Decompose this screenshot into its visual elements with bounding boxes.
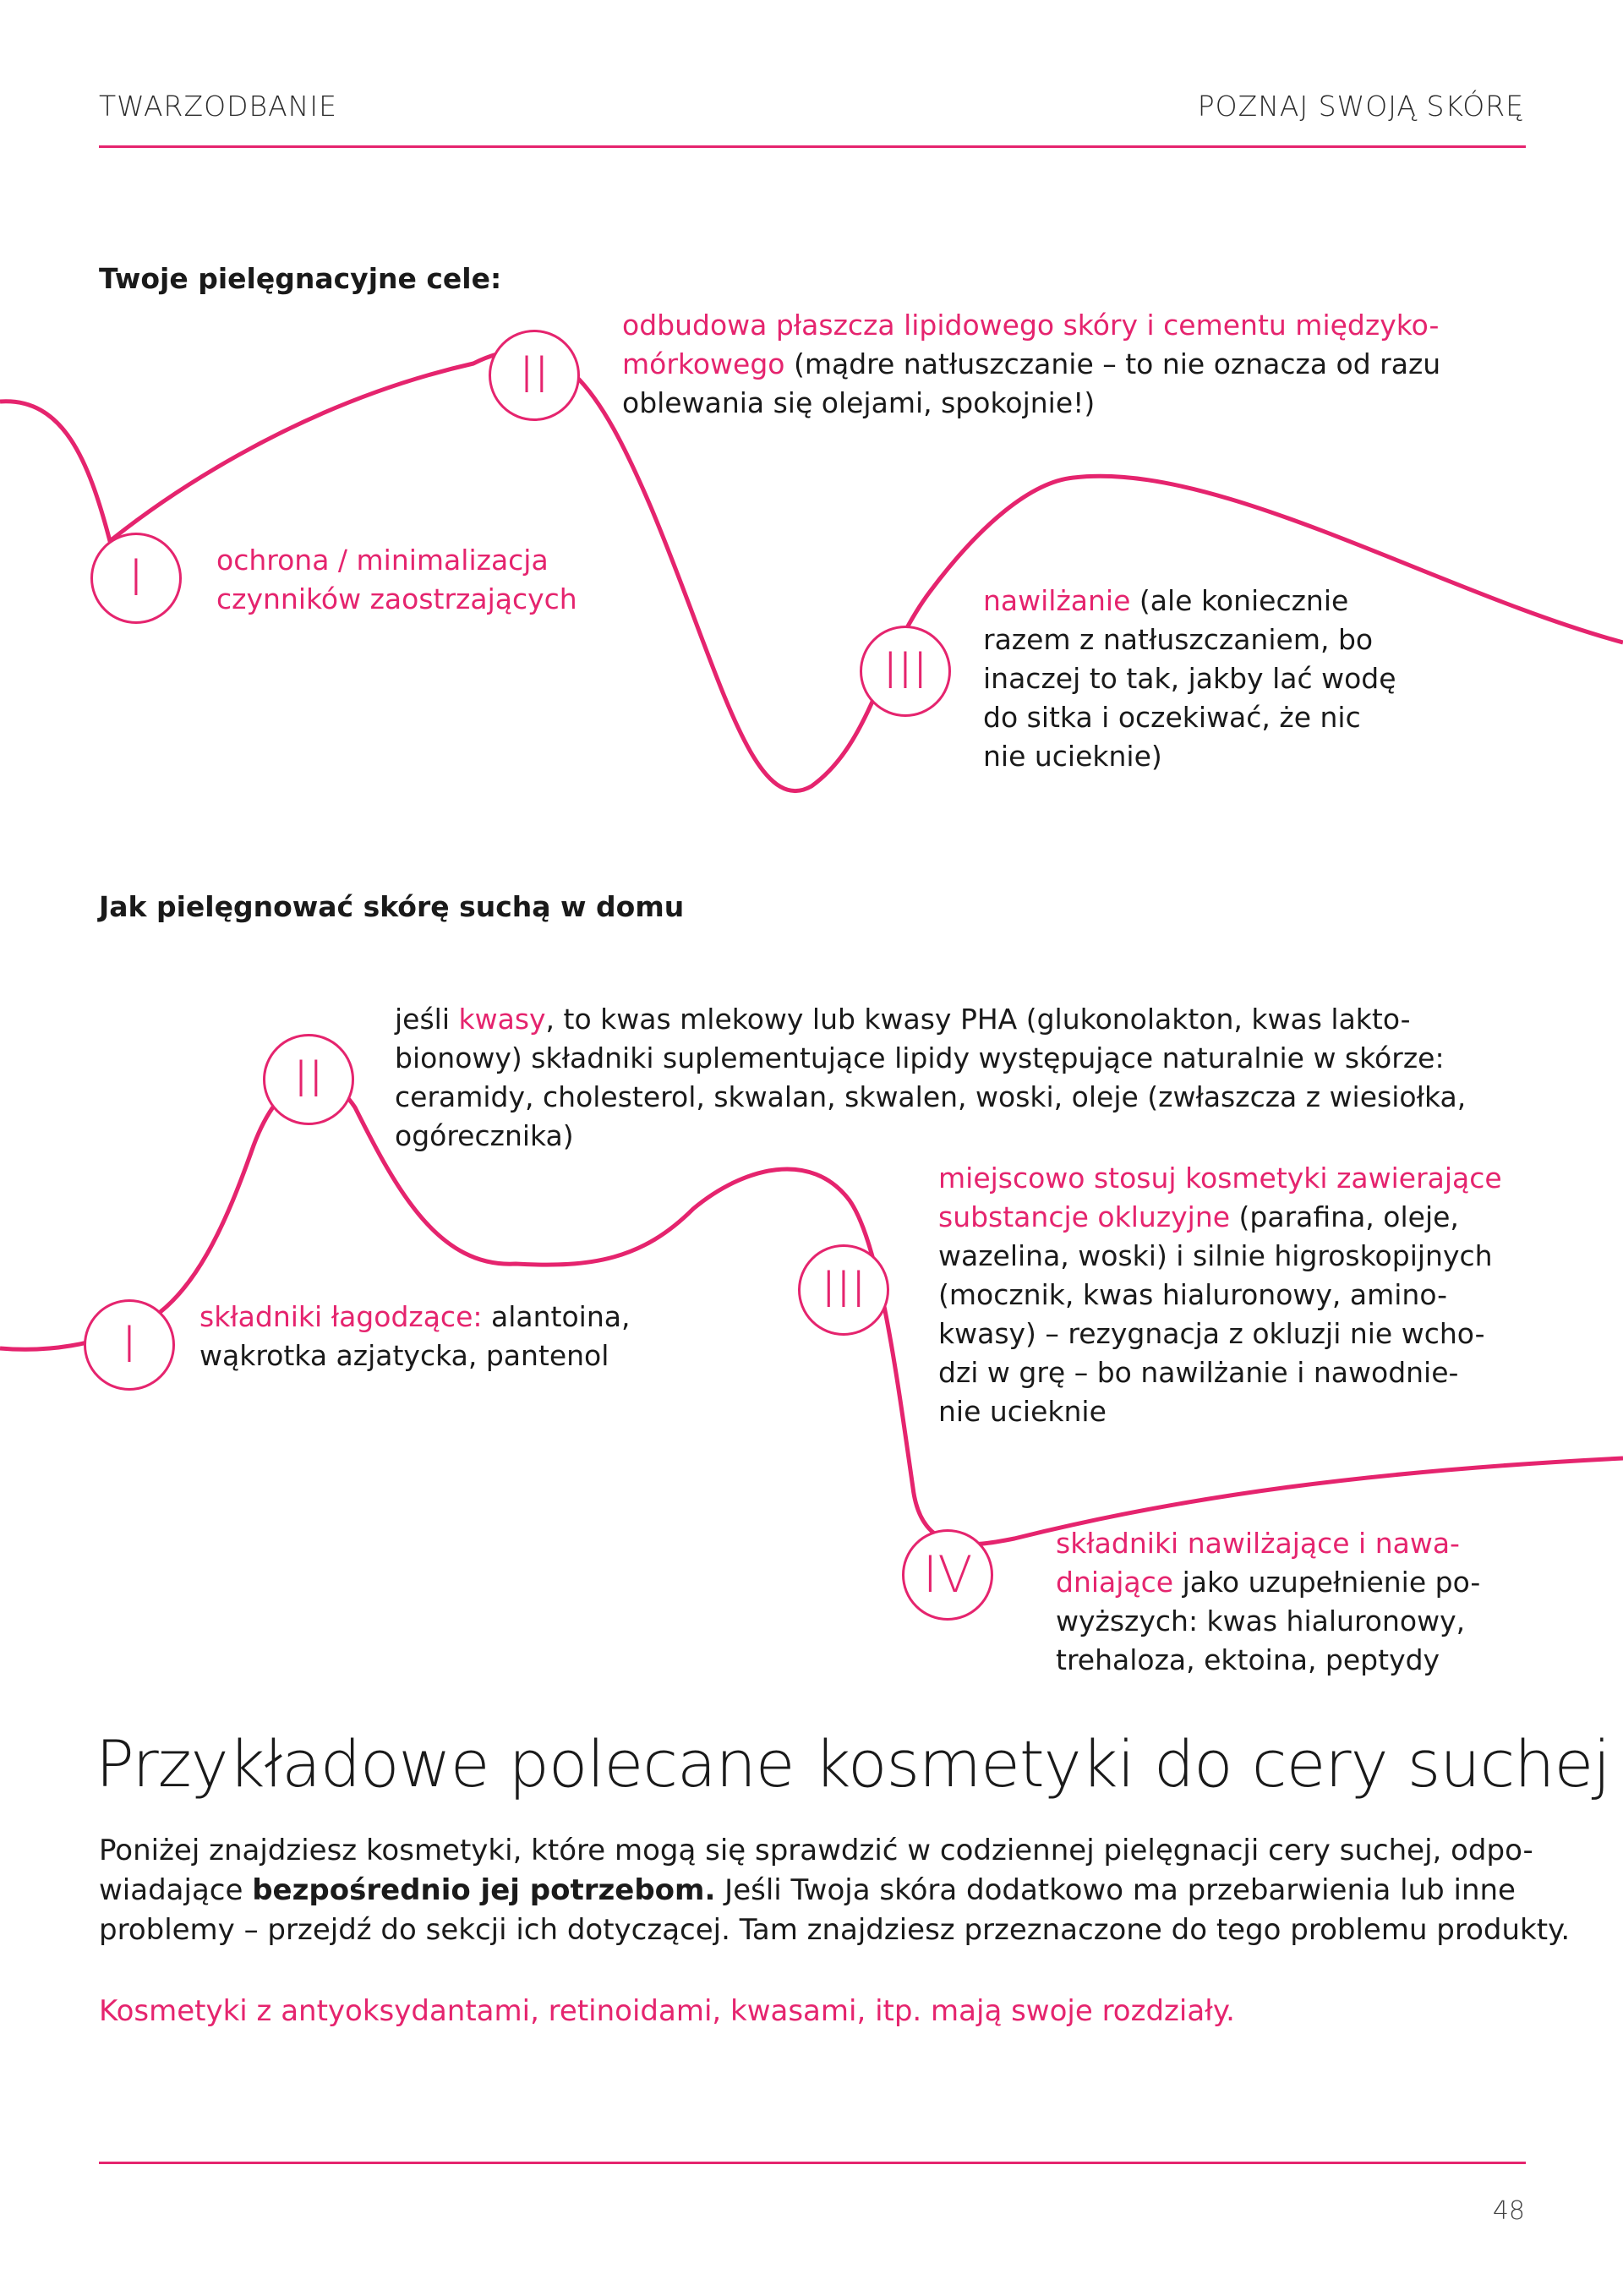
step2-circle-2: II [263, 1034, 354, 1125]
step2-line2-rest: (mądre natłuszczanie – to nie oznacza od razu [784, 347, 1441, 380]
para-line3: problemy – przejdź do sekcji ich dotyczącej. Tam znajdziesz przeznaczone do tego problemu produkty. [99, 1913, 1571, 1947]
step3-line1-rest: (ale koniecznie [1130, 584, 1349, 617]
step1-text [216, 541, 577, 619]
step3-line5: nie ucieknie) [983, 740, 1162, 773]
para-line2-bold: bezpośrednio jej potrzebom. [252, 1873, 716, 1907]
s2-step4-text [1056, 1524, 1480, 1680]
step1-line2: czynników zaostrzających [216, 582, 577, 615]
s2-step4-line2-rest: jako uzupełnienie po- [1173, 1566, 1481, 1599]
section1-heading: Twoje pielęgnacyjne cele: [99, 262, 502, 295]
s2-step4-line3: wyższych: kwas hialuronowy, [1056, 1604, 1466, 1637]
step3-line2: razem z natłuszczaniem, bo [983, 623, 1374, 656]
step2-circle-4: IV [902, 1529, 993, 1621]
section2-heading: Jak pielęgnować skórę suchą w domu [99, 890, 685, 923]
s2-step4-line4: trehaloza, ektoina, peptydy [1056, 1643, 1440, 1676]
para-line2-pre: wiadające [99, 1873, 253, 1907]
s2-step3-line7: nie ucieknie [938, 1395, 1107, 1428]
s2-step2-line4: ogórecznika) [395, 1119, 574, 1152]
header-right-title: POZNAJ SWOJĄ SKÓRĘ [1197, 90, 1524, 123]
s2-step2-pink: kwasy [458, 1003, 546, 1036]
footer-rule [99, 2162, 1526, 2164]
s2-step3-line2-rest: (parafina, oleje, [1230, 1200, 1459, 1233]
step-circle-3: III [860, 626, 951, 717]
step2-line2-pink: mórkowego [622, 347, 785, 380]
step2-line3: oblewania się olejami, spokojnie!) [622, 386, 1096, 419]
s2-step3-line4: (mocznik, kwas hialuronowy, amino- [938, 1278, 1448, 1311]
para-line1: Poniżej znajdziesz kosmetyki, które mogą się sprawdzić w codziennej pielęgnacji cery suchej, odpo- [99, 1834, 1533, 1867]
s2-step1-pink: składniki łagodzące: [199, 1300, 483, 1333]
s2-step2-line2: bionowy) składniki suplementujące lipidy występujące naturalnie w skórze: [395, 1041, 1445, 1074]
s2-step4-line2-pink: dniające [1056, 1566, 1174, 1599]
s2-step3-line5: kwasy) – rezygnacja z okluzji nie wcho- [938, 1317, 1485, 1350]
step-circle-2: II [489, 330, 580, 421]
recommend-title: Przykładowe polecane kosmetyki do cery suchej [96, 1726, 1610, 1801]
recommend-paragraph [99, 1831, 1570, 1950]
s2-step4-line1: składniki nawilżające i nawa- [1056, 1527, 1460, 1560]
step3-text [983, 582, 1396, 776]
s2-step3-line1: miejscowo stosuj kosmetyki zawierające [938, 1162, 1502, 1194]
step2-text [622, 306, 1440, 423]
page-number: 48 [1492, 2196, 1525, 2226]
s2-step2-rest: , to kwas mlekowy lub kwasy PHA (glukonolakton, kwas lakto- [545, 1003, 1411, 1036]
step2-line1: odbudowa płaszcza lipidowego skóry i cementu międzyko- [622, 309, 1440, 342]
s2-step3-line2-pink: substancje okluzyjne [938, 1200, 1231, 1233]
s2-step2-pre: jeśli [395, 1003, 459, 1036]
para-line2-post: Jeśli Twoja skóra dodatkowo ma przebarwienia lub inne [715, 1873, 1516, 1907]
step-circle-1: I [90, 533, 182, 624]
step3-line4: do sitka i oczekiwać, że nic [983, 701, 1361, 734]
s2-step3-line3: wazelina, woski) i silnie higroskopijnych [938, 1239, 1493, 1272]
s2-step3-text [938, 1159, 1502, 1431]
s2-step2-line3: ceramidy, cholesterol, skwalan, skwalen, woski, oleje (zwłaszcza z wiesiołka, [395, 1080, 1467, 1113]
step2-circle-1: I [84, 1299, 175, 1391]
s2-step1-line2: wąkrotka azjatycka, pantenol [199, 1339, 609, 1372]
header-left-title: TWARZODBANIE [99, 90, 337, 123]
step3-line1-pink: nawilżanie [983, 584, 1131, 617]
s2-step3-line6: dzi w grę – bo nawilżanie i nawodnie- [938, 1356, 1459, 1389]
s2-step2-text [395, 1000, 1466, 1156]
step2-circle-3: III [798, 1244, 889, 1336]
recommend-note: Kosmetyki z antyoksydantami, retinoidami, kwasami, itp. mają swoje rozdziały. [99, 1994, 1235, 2028]
step1-line1: ochrona / minimalizacja [216, 544, 549, 577]
s2-step1-rest: alantoina, [482, 1300, 631, 1333]
s2-step1-text [199, 1298, 630, 1375]
step3-line3: inaczej to tak, jakby lać wodę [983, 662, 1396, 695]
